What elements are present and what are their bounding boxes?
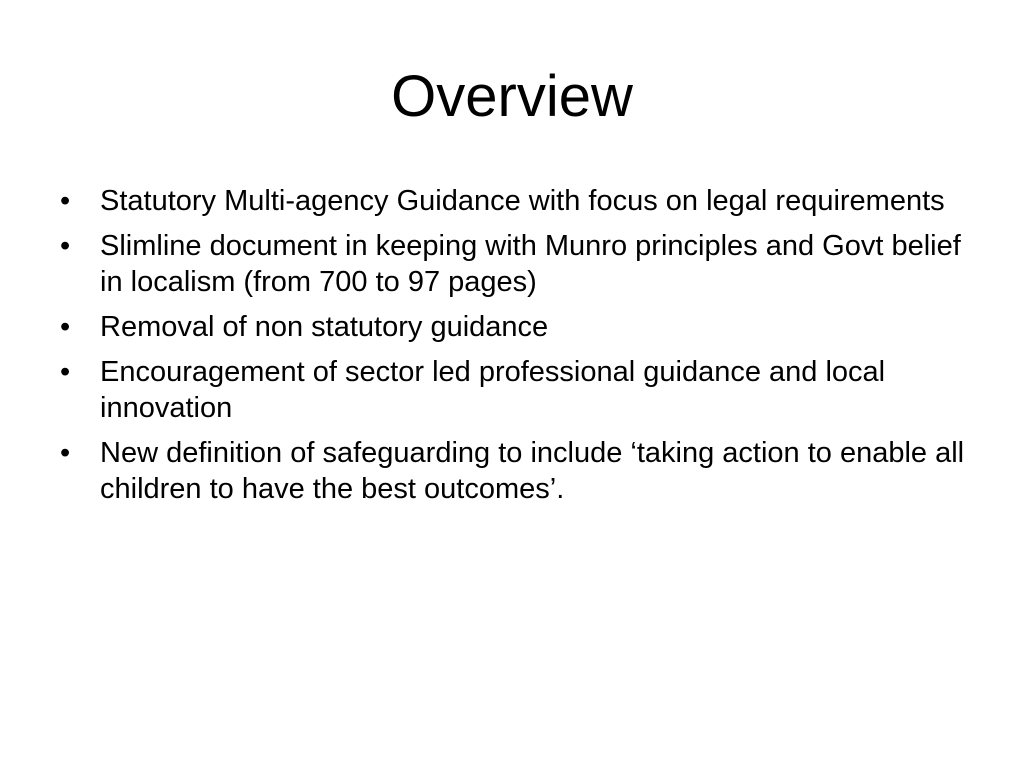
bullet-icon: • <box>60 356 71 388</box>
bullet-icon: • <box>60 230 71 262</box>
bullet-text: New definition of safeguarding to include ‘taking action to enable all children to have the best outcomes’. <box>100 437 965 505</box>
bullet-text: Slimline document in keeping with Munro principles and Govt belief in localism (from 700 to 97 pages) <box>100 230 961 298</box>
bullet-text: Removal of non statutory guidance <box>100 311 549 343</box>
bullet-icon: • <box>60 185 71 217</box>
bullet-item <box>60 354 980 426</box>
bullet-list <box>60 183 980 516</box>
bullet-item <box>60 435 980 507</box>
bullet-item <box>60 309 980 345</box>
bullet-item <box>60 228 980 300</box>
bullet-text: Statutory Multi-agency Guidance with focus on legal requirements <box>100 185 945 217</box>
slide-title: Overview <box>391 64 633 129</box>
bullet-icon: • <box>60 437 71 469</box>
bullet-text: Encouragement of sector led professional guidance and local innovation <box>100 356 886 424</box>
bullet-icon: • <box>60 311 71 343</box>
bullet-item <box>60 183 980 219</box>
